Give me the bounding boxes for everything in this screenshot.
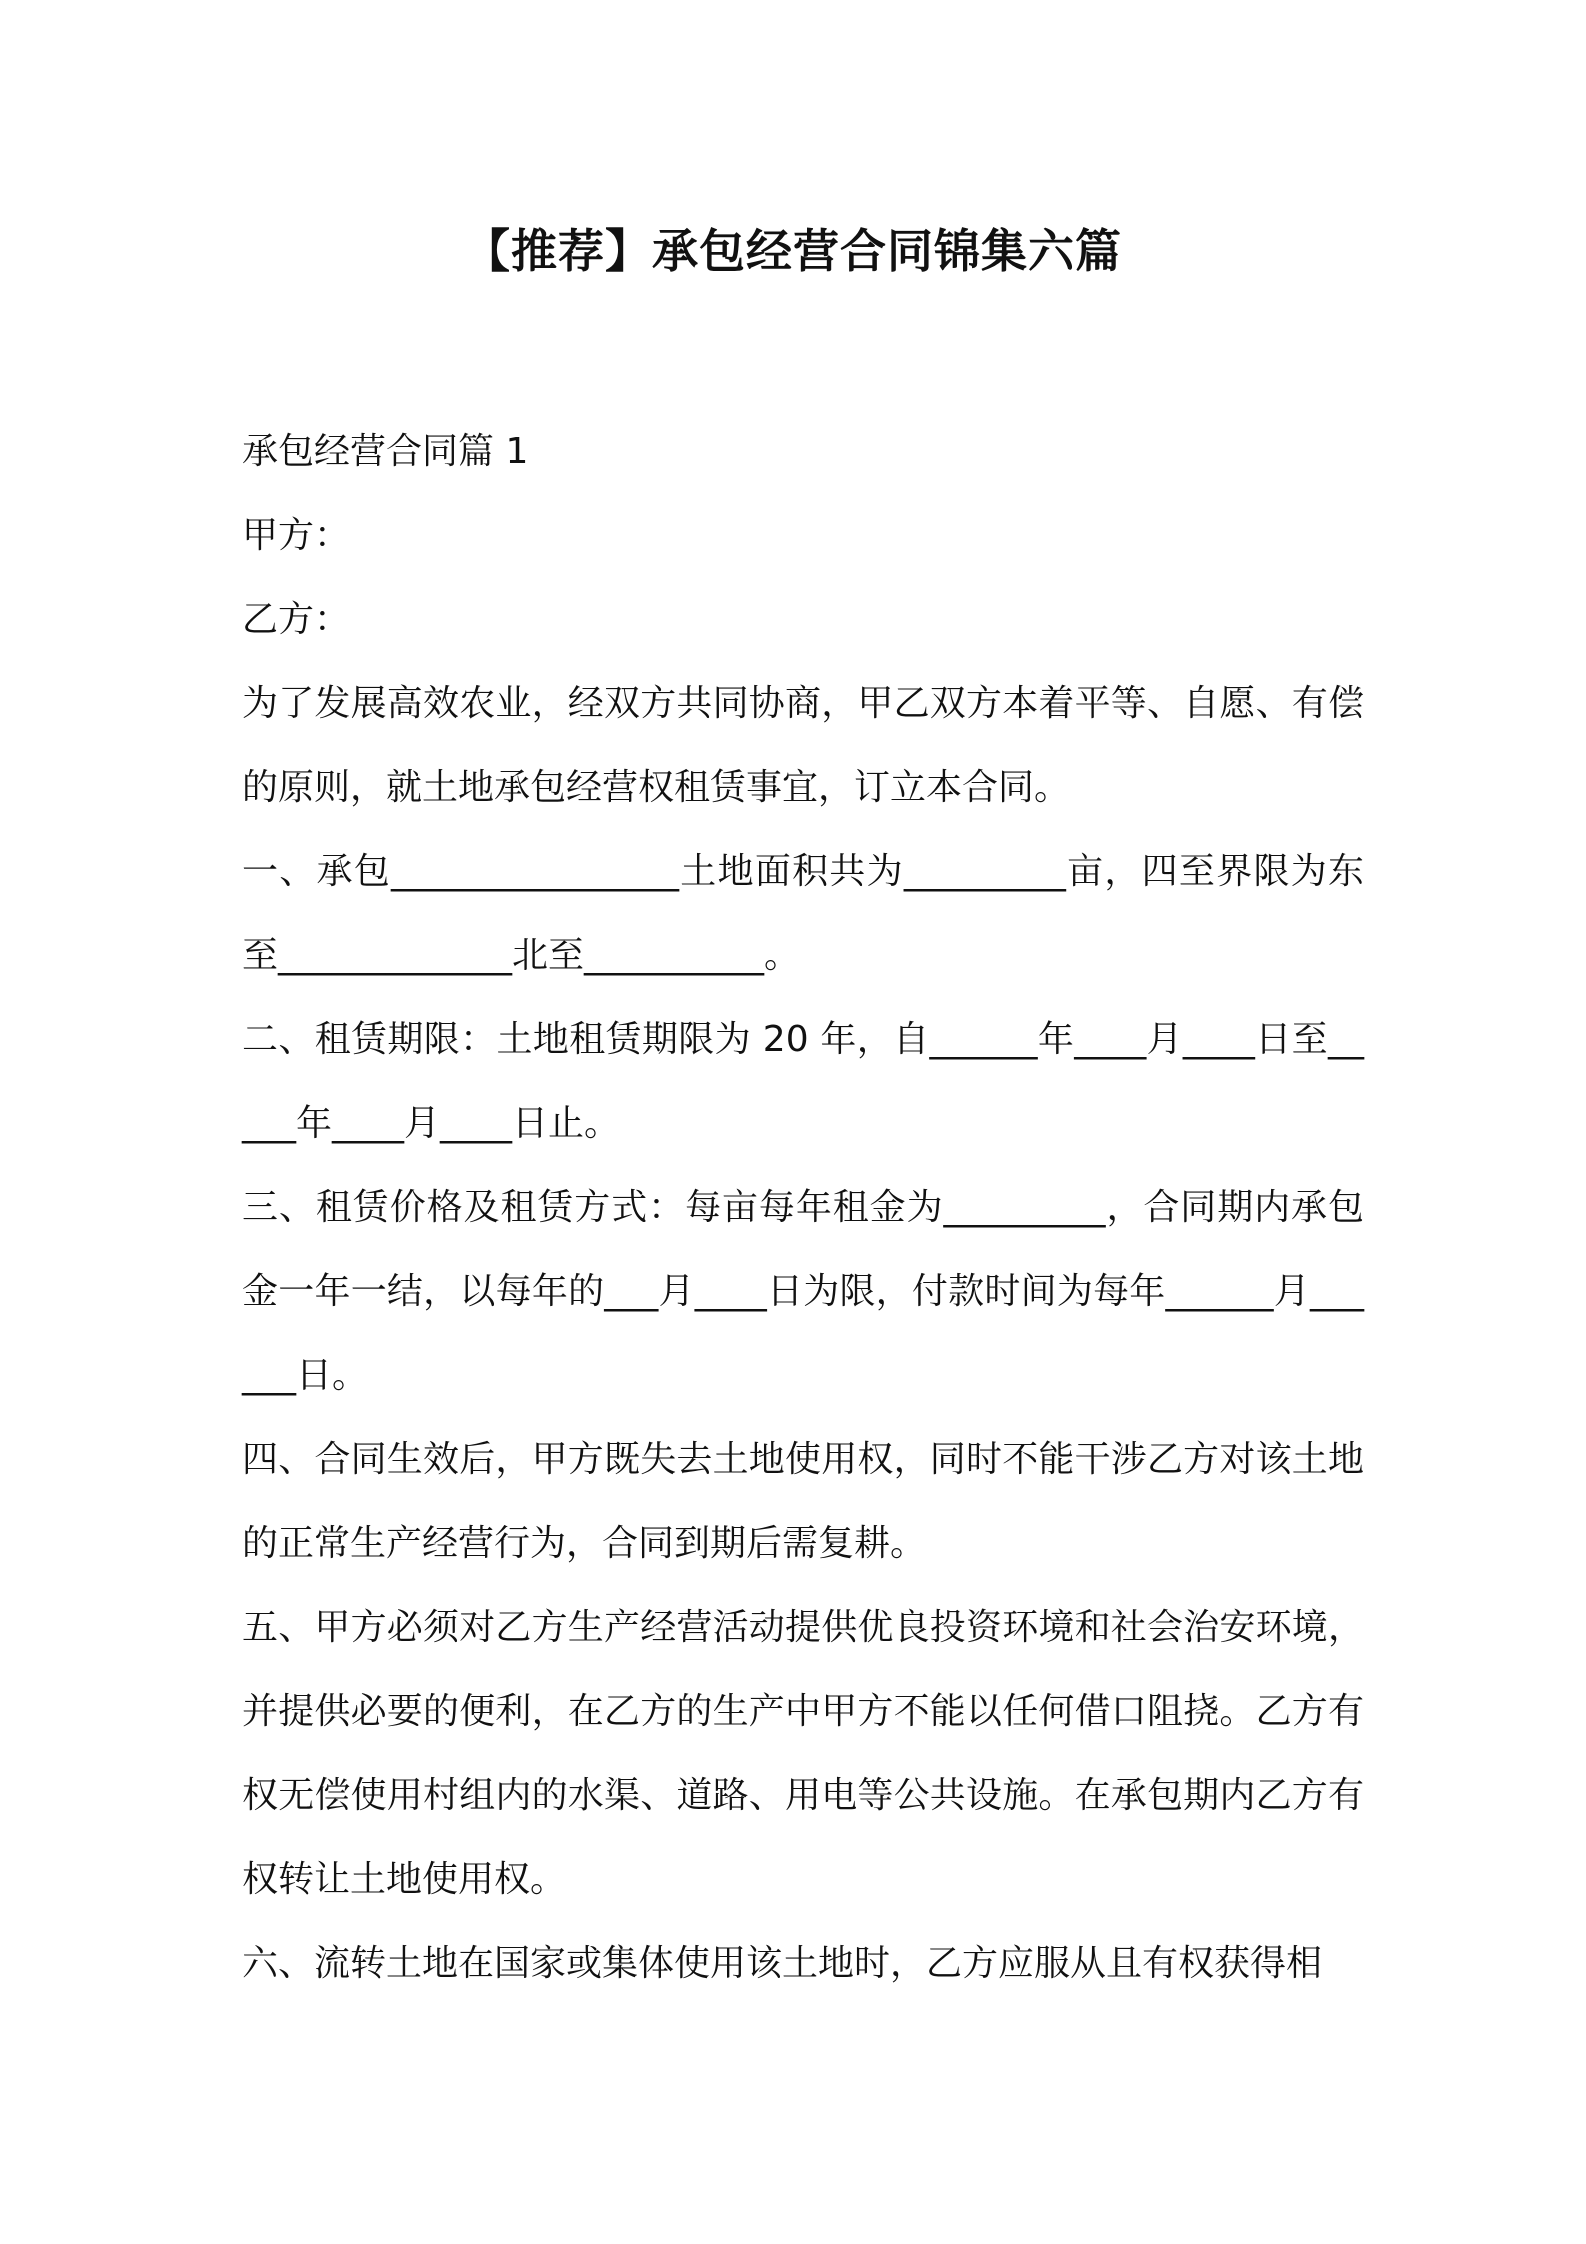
document-title: 【推荐】承包经营合同锦集六篇 [464, 224, 1122, 278]
clause-6: 六、流转土地在国家或集体使用该土地时，乙方应服从且有权获得相 [242, 1943, 1323, 1984]
clause-4: 四、合同生效后，甲方既失去土地使用权，同时不能干涉乙方对该土地的正常生产经营行为，合同到期后需复耕。 [242, 1439, 1364, 1564]
party-b-line: 乙方： [242, 599, 351, 640]
clause-1: 一、承包________________土地面积共为_________亩，四至界限为东至_____________北至__________。 [242, 851, 1364, 976]
preamble-paragraph: 为了发展高效农业，经双方共同协商，甲乙双方本着平等、自愿、有偿的原则，就土地承包经营权租赁事宜，订立本合同。 [242, 683, 1364, 808]
party-a-line: 甲方： [242, 515, 351, 556]
clause-3: 三、租赁价格及租赁方式：每亩每年租金为_________，合同期内承包金一年一结，以每年的___月____日为限，付款时间为每年______月______日。 [242, 1187, 1364, 1396]
clause-5: 五、甲方必须对乙方生产经营活动提供优良投资环境和社会治安环境，并提供必要的便利，在乙方的生产中甲方不能以任何借口阻挠。乙方有权无偿使用村组内的水渠、道路、用电等公共设施。在承包期内乙方有权转让土地使用权。 [242, 1607, 1364, 1900]
clause-2: 二、租赁期限：土地租赁期限为 20 年，自______年____月____日至_____年____月____日止。 [242, 1019, 1364, 1144]
section-heading: 承包经营合同篇 1 [242, 431, 529, 472]
document-body [242, 410, 1364, 2006]
